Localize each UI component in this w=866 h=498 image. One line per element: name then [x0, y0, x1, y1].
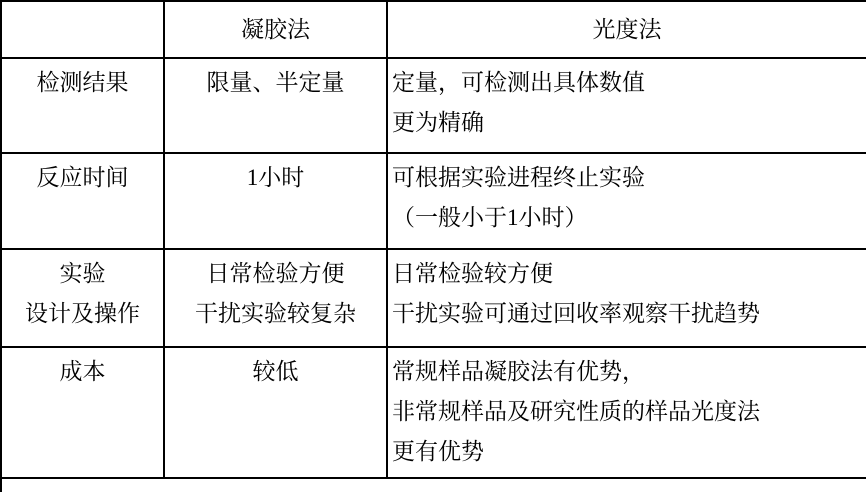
cell-text-line: 干扰实验可通过回收率观察干扰趋势 [392, 301, 760, 326]
cell-text-line: 日常检验较方便 [392, 261, 553, 286]
cell-text-line: 实验 [59, 261, 106, 286]
cell-gel-reaction-time [164, 153, 387, 249]
cell-text-line: 1小时 [246, 165, 305, 190]
cell-text-line: 定量，可检测出具体数值 [392, 70, 645, 95]
row-cost [1, 347, 866, 478]
cell-text-line: 日常检验方便 [206, 261, 345, 286]
cell-text-line: 更有优势 [392, 439, 484, 464]
cell-text-line: 较低 [252, 359, 299, 384]
cell-text-line: 限量、半定量 [206, 70, 345, 95]
row-detection-result [1, 58, 866, 153]
header-cell-gel-method: 凝胶法 [164, 1, 387, 58]
cell-label-cost [1, 347, 164, 478]
cell-text-line: 干扰实验较复杂 [195, 301, 356, 326]
cell-photo-cost [387, 347, 866, 478]
cell-gel-experiment-design [164, 249, 387, 347]
next-row-partial-sliver [0, 479, 866, 492]
cell-text-line: 非常规样品及研究性质的样品光度法 [392, 399, 760, 424]
cell-photo-detection-result [387, 58, 866, 153]
header-cell-blank [1, 1, 164, 58]
cell-photo-reaction-time [387, 153, 866, 249]
cell-label-detection-result [1, 58, 164, 153]
cell-text-line: 成本 [59, 359, 106, 384]
cell-photo-experiment-design [387, 249, 866, 347]
cell-gel-detection-result [164, 58, 387, 153]
cell-label-experiment-design [1, 249, 164, 347]
row-experiment-design [1, 249, 866, 347]
cell-gel-cost [164, 347, 387, 478]
header-cell-photometric-method: 光度法 [387, 1, 866, 58]
cell-text-line: （一般小于1小时） [392, 205, 588, 230]
cell-text-line: 常规样品凝胶法有优势， [392, 359, 645, 384]
cell-text-line: 检测结果 [36, 70, 129, 95]
cell-text-line: 可根据实验进程终止实验 [392, 165, 645, 190]
header-row [1, 1, 866, 58]
row-reaction-time [1, 153, 866, 249]
cell-text-line: 更为精确 [392, 110, 484, 135]
cell-text-line: 反应时间 [36, 165, 129, 190]
cell-label-reaction-time [1, 153, 164, 249]
cell-text-line: 设计及操作 [25, 301, 140, 326]
